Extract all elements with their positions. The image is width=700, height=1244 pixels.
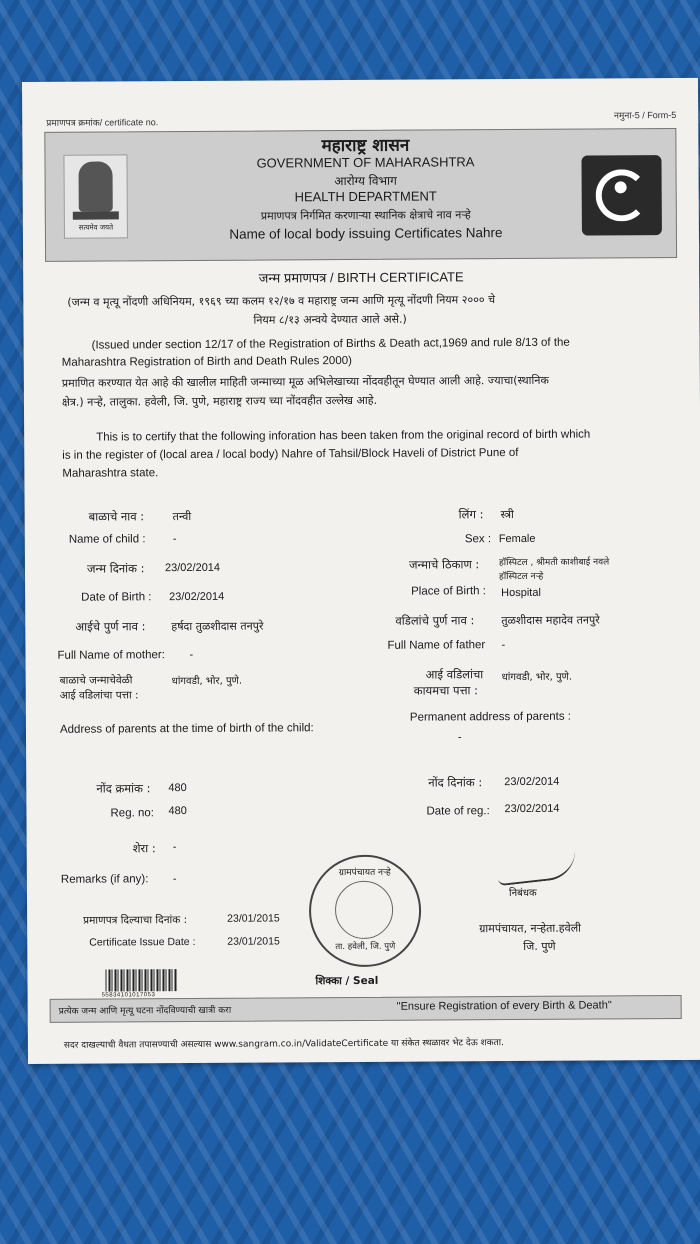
act-english-line2: Maharashtra Registration of Birth and Death Rules 2000) xyxy=(61,354,352,369)
father-en-label: Full Name of father xyxy=(387,639,486,652)
header-dept: HEALTH DEPARTMENT xyxy=(294,188,437,205)
mother-en-label: Full Name of mother: xyxy=(57,649,165,662)
child-name-en-value: - xyxy=(172,533,177,546)
dob-en-value: 23/02/2014 xyxy=(169,590,225,604)
dob-en-label: Date of Birth : xyxy=(81,591,152,604)
addr-perm-en-value: - xyxy=(457,731,462,744)
sex-mr-label: लिंग : xyxy=(458,507,484,522)
issue-en-label: Certificate Issue Date : xyxy=(89,935,196,949)
father-en-value: - xyxy=(501,639,506,652)
sex-en-label: Sex : xyxy=(464,533,492,546)
reg-no-mr-value: 480 xyxy=(168,782,187,795)
certificate-paper xyxy=(22,78,700,1064)
state-emblem-icon xyxy=(63,154,128,238)
addr-perm-mr-label-line1: आई वडिलांचा xyxy=(425,667,484,682)
emblem-caption: सत्यमेव जयते xyxy=(78,223,114,232)
pob-mr-value-line1: हॉस्पिटल , श्रीमती काशीबाई नवले xyxy=(498,557,610,569)
barcode-number: 55834101017053 xyxy=(101,992,156,999)
certify-english-line2: is in the register of (local area / local body) Nahre of Tahsil/Block Haveli of District Pune of xyxy=(62,446,519,462)
act-marathi-line2: नियम ८/१३ अन्वये देण्यात आले असे.) xyxy=(253,312,407,327)
header-govt: GOVERNMENT OF MAHARASHTRA xyxy=(256,154,475,171)
issue-en-value: 23/01/2015 xyxy=(227,935,280,948)
authority-line3: जि. पुणे xyxy=(523,939,556,953)
authority-line1: निबंधक xyxy=(508,887,537,900)
pob-en-label: Place of Birth : xyxy=(411,585,486,598)
pob-mr-label: जन्माचे ठिकाण : xyxy=(408,557,480,572)
mother-mr-value: हर्षदा तुळशीदास तनपुरे xyxy=(171,619,264,634)
authority-line2: ग्रामपंचायत, नऱ्हेता.हवेली xyxy=(479,921,582,936)
health-dept-logo-icon xyxy=(581,155,661,235)
header-marathi-dept: आरोग्य विभाग xyxy=(334,173,397,189)
sex-mr-value: स्त्री xyxy=(500,508,514,522)
sex-en-value: Female xyxy=(498,532,536,546)
addr-perm-en-label: Permanent address of parents : xyxy=(409,710,572,724)
addr-birth-mr-label-line1: बाळाचे जन्माचेवेळी xyxy=(59,674,133,687)
reg-no-en-value: 480 xyxy=(168,805,187,818)
seal-text-bottom: ता. हवेली, जि. पुणे xyxy=(335,941,396,953)
header-marathi-local-body: प्रमाणपत्र निर्गमित करणाऱ्या स्थानिक क्षेत्राचे नाव नऱ्हे xyxy=(260,208,471,223)
footer-left-band: प्रत्येक जन्म आणि मृत्यू घटना नोंदविण्याची खात्री करा xyxy=(58,1005,232,1017)
child-name-mr-value: तन्वी xyxy=(172,509,192,524)
addr-perm-mr-label-line2: कायमचा पत्ता : xyxy=(413,683,479,698)
header-local-body: Name of local body issuing Certificates Nahre xyxy=(229,225,503,242)
father-mr-value: तुळशीदास महादेव तनपुरे xyxy=(501,613,600,628)
reg-date-en-value: 23/02/2014 xyxy=(504,802,560,816)
act-english-line1: (Issued under section 12/17 of the Registration of Births & Death act,1969 and rule 8/13 of the xyxy=(91,336,570,352)
official-seal-icon xyxy=(309,855,422,968)
remarks-mr-value: - xyxy=(172,841,177,854)
addr-birth-mr-value: धांगवडी, भोर, पुणे. xyxy=(171,675,243,688)
child-name-mr-label: बाळाचे नाव : xyxy=(88,509,145,524)
dob-mr-label: जन्म दिनांक : xyxy=(86,561,145,576)
pob-en-value: Hospital xyxy=(501,586,541,600)
form-label: नमुना-5 / Form-5 xyxy=(613,110,677,121)
remarks-en-value: - xyxy=(172,873,177,886)
seal-text-top: ग्रामपंचायत नऱ्हे xyxy=(338,867,391,879)
certify-marathi-line1: प्रमाणित करण्यात येत आहे की खालील माहिती जन्माच्या मूळ अभिलेखाच्या नोंदवहीतून घेण्यात आली आहे. ज्याचा(स्थानिक xyxy=(61,373,549,390)
reg-date-mr-value: 23/02/2014 xyxy=(504,775,560,789)
reg-date-en-label: Date of reg.: xyxy=(426,805,490,818)
certificate-title: जन्म प्रमाणपत्र / BIRTH CERTIFICATE xyxy=(258,269,464,286)
footer-right-band: "Ensure Registration of every Birth & Death" xyxy=(396,999,612,1013)
certify-marathi-line2: क्षेत्र.) नऱ्हे, तालुका. हवेली, जि. पुणे, महाराष्ट्र राज्य च्या नोंदवहीत उल्लेख आहे. xyxy=(61,393,378,409)
reg-no-en-label: Reg. no: xyxy=(110,807,154,820)
dob-mr-value: 23/02/2014 xyxy=(164,561,221,575)
pob-mr-value-line2: हॉस्पिटल नऱ्हे xyxy=(499,571,544,583)
certify-english-line1: This is to certify that the following inforation has been taken from the original record of birth which xyxy=(96,428,591,444)
header-marathi-govt: महाराष्ट्र शासन xyxy=(321,135,410,157)
footer-band xyxy=(50,995,682,1023)
seal-caption: शिक्का / Seal xyxy=(315,974,379,988)
reg-date-mr-label: नोंद दिनांक : xyxy=(428,775,483,790)
mother-en-value: - xyxy=(189,648,194,661)
addr-birth-mr-label-line2: आई वडिलांचा पत्ता : xyxy=(59,689,139,702)
header-box xyxy=(44,128,677,262)
reg-no-mr-label: नोंद क्रमांक : xyxy=(96,781,151,796)
mother-mr-label: आईचे पुर्ण नाव : xyxy=(75,619,146,634)
act-marathi-line1: (जन्म व मृत्यू नोंदणी अधिनियम, १९६९ च्या कलम १२/१७ व महाराष्ट्र जन्म आणि मृत्यू नोंदणी नियम २००० चे xyxy=(67,293,496,309)
father-mr-label: वडिलांचे पुर्ण नाव : xyxy=(395,613,475,628)
verify-note: सदर दाखल्याची वैधता तपासण्याची असल्यास www.sangram.co.in/ValidateCertificate या संकेत स्थळावर भेट देऊ शकता. xyxy=(63,1038,505,1051)
certificate-no-label: प्रमाणपत्र क्रमांक/ certificate no. xyxy=(46,117,159,128)
registrar-signature xyxy=(495,848,578,887)
remarks-mr-label: शेरा : xyxy=(132,841,156,856)
issue-mr-value: 23/01/2015 xyxy=(227,912,280,925)
remarks-en-label: Remarks (if any): xyxy=(60,873,149,886)
addr-perm-mr-value: धांगवडी, भोर, पुणे. xyxy=(501,671,573,684)
certify-english-line3: Maharashtra state. xyxy=(62,467,159,480)
addr-birth-en-label: Address of parents at the time of birth of the child: xyxy=(59,722,314,736)
barcode-icon xyxy=(105,969,177,991)
issue-mr-label: प्रमाणपत्र दिल्याचा दिनांक : xyxy=(83,914,188,927)
child-name-en-label: Name of child : xyxy=(68,533,146,546)
